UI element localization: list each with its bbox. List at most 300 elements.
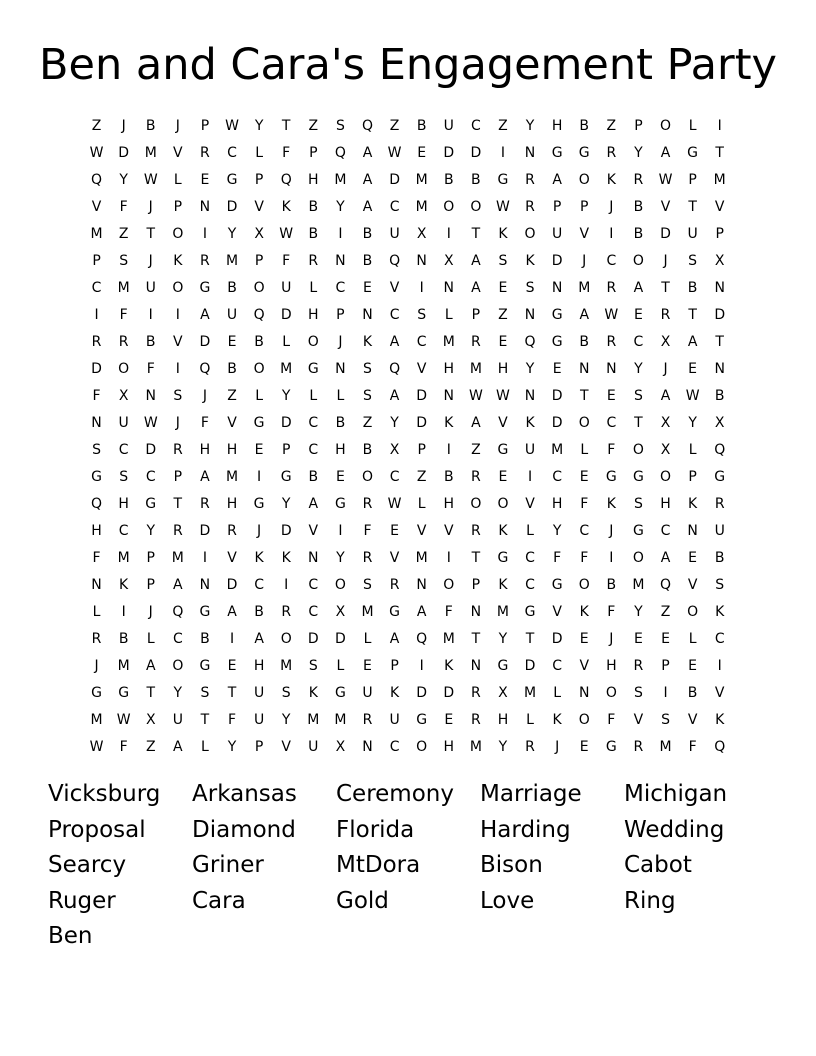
grid-letter: D	[118, 145, 130, 161]
grid-letter: T	[634, 415, 643, 431]
grid-letter: A	[308, 496, 319, 512]
grid-letter: R	[470, 712, 481, 728]
grid-letter: A	[552, 172, 562, 188]
grid-letter: N	[687, 523, 698, 539]
grid-letter: N	[714, 280, 725, 296]
grid-letter: K	[715, 604, 725, 620]
grid-letter: B	[200, 631, 210, 647]
grid-letter: N	[578, 361, 590, 377]
grid-letter: L	[553, 685, 562, 701]
grid-letter: G	[389, 604, 400, 620]
grid-letter: X	[389, 442, 400, 458]
grid-letter: H	[497, 361, 509, 377]
grid-letter: H	[308, 307, 319, 323]
grid-row	[83, 113, 733, 140]
grid-letter: R	[525, 199, 535, 215]
grid-letter: D	[660, 226, 671, 242]
grid-letter: G	[551, 577, 563, 593]
grid-letter: D	[416, 388, 428, 404]
grid-letter: B	[443, 469, 454, 485]
grid-letter: H	[606, 658, 617, 674]
grid-letter: E	[579, 739, 589, 755]
grid-letter: J	[582, 253, 587, 269]
grid-letter: R	[172, 442, 183, 458]
grid-letter: E	[688, 658, 698, 674]
grid-letter: V	[443, 523, 454, 539]
grid-letter: C	[91, 280, 102, 296]
grid-letter: A	[200, 469, 210, 485]
grid-letter: I	[257, 469, 262, 485]
grid-letter: X	[660, 415, 671, 431]
grid-letter: X	[498, 685, 508, 701]
grid-letter: E	[227, 334, 237, 350]
grid-letter: Q	[416, 631, 428, 647]
grid-letter: C	[606, 253, 617, 269]
grid-letter: M	[415, 550, 428, 566]
grid-letter: J	[121, 118, 126, 134]
grid-letter: I	[609, 550, 614, 566]
grid-letter: Z	[227, 388, 237, 404]
grid-letter: P	[688, 469, 697, 485]
grid-letter: A	[416, 604, 427, 620]
grid-letter: J	[202, 388, 207, 404]
grid-letter: H	[91, 523, 102, 539]
grid-letter: R	[660, 307, 671, 323]
grid-letter: Y	[525, 361, 535, 377]
grid-letter: I	[446, 550, 451, 566]
grid-letter: D	[389, 172, 400, 188]
grid-letter: O	[578, 415, 590, 431]
grid-row	[83, 545, 733, 572]
grid-letter: A	[173, 577, 183, 593]
grid-letter: N	[524, 145, 536, 161]
grid-letter: R	[227, 523, 237, 539]
grid-letter: T	[688, 307, 697, 323]
grid-letter: Y	[688, 415, 697, 431]
grid-letter: B	[687, 280, 698, 296]
grid-letter: L	[444, 307, 453, 323]
grid-letter: H	[443, 739, 455, 755]
grid-letter: K	[579, 604, 589, 620]
grid-letter: I	[202, 550, 207, 566]
grid-letter: V	[308, 523, 319, 539]
grid-letter: B	[714, 388, 725, 404]
grid-letter: G	[578, 145, 590, 161]
grid-letter: V	[173, 334, 183, 350]
grid-row	[83, 626, 733, 653]
grid-letter: C	[714, 631, 725, 647]
grid-letter: P	[173, 469, 183, 485]
grid-letter: Y	[281, 388, 291, 404]
grid-letter: Y	[227, 739, 237, 755]
grid-letter: B	[308, 199, 319, 215]
grid-letter: Z	[416, 469, 427, 485]
grid-letter: Q	[91, 496, 103, 512]
word-list-item: Griner	[192, 852, 264, 878]
grid-letter: Y	[552, 523, 562, 539]
grid-letter: U	[118, 415, 129, 431]
grid-letter: C	[172, 631, 183, 647]
grid-letter: R	[362, 496, 373, 512]
grid-letter: D	[280, 415, 292, 431]
grid-letter: V	[91, 199, 102, 215]
grid-letter: G	[145, 496, 157, 512]
word-list-item: Ruger	[48, 887, 116, 914]
word-list-item: Ben	[48, 923, 93, 949]
grid-row	[83, 248, 733, 275]
grid-letter: P	[92, 253, 101, 269]
grid-letter: H	[551, 496, 563, 512]
grid-letter: B	[362, 253, 373, 269]
grid-letter: X	[145, 712, 156, 728]
grid-letter: K	[281, 550, 291, 566]
word-list-item: Wedding	[624, 816, 725, 843]
grid-letter: N	[443, 388, 454, 404]
grid-letter: W	[658, 172, 673, 188]
grid-letter: M	[117, 658, 130, 674]
grid-letter: N	[199, 199, 211, 215]
grid-letter: P	[173, 199, 183, 215]
grid-letter: U	[145, 280, 156, 296]
grid-letter: Y	[498, 739, 508, 755]
grid-row	[83, 734, 733, 761]
grid-letter: R	[633, 739, 644, 755]
grid-letter: N	[335, 253, 346, 269]
grid-letter: D	[714, 307, 726, 323]
grid-letter: M	[225, 253, 239, 269]
grid-letter: H	[443, 496, 455, 512]
grid-letter: R	[633, 172, 644, 188]
grid-row	[83, 572, 733, 599]
grid-letter: C	[606, 415, 617, 431]
grid-letter: H	[226, 496, 238, 512]
grid-letter: C	[552, 469, 563, 485]
grid-letter: I	[338, 226, 343, 242]
grid-letter: P	[281, 442, 291, 458]
grid-letter: C	[254, 577, 264, 593]
grid-letter: Z	[606, 118, 617, 134]
word-list-item: Ceremony	[336, 781, 454, 807]
grid-letter: B	[606, 577, 617, 593]
grid-letter: R	[470, 334, 481, 350]
grid-letter: O	[660, 118, 672, 134]
grid-letter: S	[92, 442, 101, 458]
grid-letter: W	[685, 388, 700, 404]
grid-letter: G	[497, 550, 509, 566]
grid-letter: Y	[634, 604, 643, 620]
grid-letter: G	[280, 469, 292, 485]
grid-letter: D	[145, 442, 157, 458]
grid-letter: C	[308, 604, 319, 620]
grid-letter: C	[308, 577, 319, 593]
grid-letter: K	[281, 199, 291, 215]
grid-letter: L	[309, 280, 318, 296]
grid-letter: T	[715, 334, 724, 350]
grid-letter: C	[389, 739, 400, 755]
grid-letter: Q	[714, 442, 726, 458]
grid-letter: W	[496, 199, 510, 215]
grid-letter: B	[579, 334, 590, 350]
grid-letter: A	[389, 334, 400, 350]
grid-letter: G	[118, 685, 130, 701]
grid-letter: R	[172, 523, 183, 539]
grid-letter: L	[173, 172, 182, 188]
grid-row	[83, 599, 733, 626]
grid-letter: A	[471, 253, 481, 269]
grid-row	[83, 464, 733, 491]
grid-letter: M	[578, 280, 591, 296]
grid-letter: L	[255, 388, 264, 404]
grid-letter: O	[443, 199, 455, 215]
grid-letter: B	[443, 172, 454, 188]
grid-letter: T	[471, 226, 481, 242]
grid-letter: W	[387, 496, 402, 512]
grid-letter: A	[173, 739, 183, 755]
grid-letter: K	[525, 415, 535, 431]
grid-letter: A	[687, 334, 698, 350]
grid-letter: A	[200, 307, 210, 323]
grid-letter: I	[609, 226, 614, 242]
grid-letter: B	[471, 172, 481, 188]
grid-letter: M	[415, 172, 428, 188]
grid-letter: D	[416, 685, 428, 701]
grid-letter: B	[308, 226, 319, 242]
grid-letter: L	[282, 334, 291, 350]
grid-letter: O	[443, 577, 455, 593]
grid-letter: O	[118, 361, 130, 377]
grid-letter: S	[119, 469, 129, 485]
grid-letter: P	[146, 550, 155, 566]
grid-letter: V	[389, 280, 400, 296]
grid-row	[83, 518, 733, 545]
grid-letter: H	[199, 442, 211, 458]
grid-letter: T	[200, 712, 210, 728]
grid-letter: M	[225, 469, 239, 485]
grid-letter: J	[663, 253, 668, 269]
grid-letter: X	[118, 388, 129, 404]
grid-letter: W	[89, 145, 104, 161]
grid-letter: Q	[389, 361, 401, 377]
grid-letter: N	[714, 361, 725, 377]
grid-letter: W	[89, 739, 104, 755]
grid-letter: R	[525, 172, 535, 188]
grid-letter: K	[498, 226, 508, 242]
grid-letter: R	[606, 280, 617, 296]
grid-letter: H	[497, 712, 509, 728]
grid-letter: T	[661, 280, 670, 296]
word-list-item: Michigan	[624, 781, 728, 807]
grid-letter: M	[280, 658, 293, 674]
grid-letter: M	[442, 631, 455, 647]
grid-letter: T	[173, 496, 183, 512]
grid-letter: P	[417, 442, 426, 458]
grid-letter: J	[663, 361, 668, 377]
grid-letter: R	[633, 658, 644, 674]
grid-letter: I	[717, 118, 722, 134]
grid-letter: H	[253, 658, 265, 674]
grid-letter: V	[173, 145, 183, 161]
grid-letter: V	[525, 496, 535, 512]
grid-letter: D	[307, 631, 319, 647]
grid-letter: I	[446, 226, 451, 242]
grid-letter: B	[254, 334, 264, 350]
grid-letter: D	[335, 631, 346, 647]
grid-letter: N	[362, 739, 373, 755]
grid-letter: J	[148, 604, 153, 620]
grid-letter: V	[633, 712, 644, 728]
grid-letter: V	[498, 415, 508, 431]
grid-letter: M	[280, 361, 293, 377]
grid-row	[83, 437, 733, 464]
grid-letter: A	[389, 631, 400, 647]
word-list-item: Bison	[480, 852, 543, 878]
grid-letter: P	[200, 118, 210, 134]
grid-letter: B	[145, 118, 156, 134]
grid-letter: G	[497, 658, 509, 674]
grid-letter: B	[118, 631, 129, 647]
grid-letter: V	[416, 361, 427, 377]
grid-letter: M	[496, 604, 509, 620]
grid-letter: E	[633, 631, 643, 647]
grid-letter: P	[552, 199, 562, 215]
grid-letter: Q	[361, 118, 373, 134]
grid-letter: H	[118, 496, 129, 512]
grid-letter: P	[634, 118, 643, 134]
word-list-item: Love	[480, 887, 535, 914]
grid-letter: F	[607, 604, 616, 620]
grid-letter: X	[254, 226, 264, 242]
grid-letter: G	[605, 469, 617, 485]
grid-letter: B	[633, 199, 644, 215]
grid-letter: N	[578, 685, 590, 701]
grid-letter: C	[145, 469, 156, 485]
grid-letter: B	[227, 280, 237, 296]
grid-letter: K	[119, 577, 129, 593]
grid-letter: P	[309, 145, 318, 161]
grid-letter: U	[389, 712, 400, 728]
grid-letter: K	[552, 712, 562, 728]
grid-letter: O	[253, 280, 265, 296]
grid-letter: C	[552, 658, 563, 674]
grid-letter: M	[469, 739, 482, 755]
grid-letter: P	[580, 199, 589, 215]
grid-letter: E	[254, 442, 264, 458]
grid-letter: S	[119, 253, 129, 269]
word-list-item: Proposal	[48, 816, 146, 843]
grid-letter: E	[335, 469, 345, 485]
grid-letter: F	[119, 739, 128, 755]
grid-letter: G	[551, 334, 563, 350]
grid-letter: E	[417, 145, 427, 161]
grid-letter: D	[226, 577, 238, 593]
grid-letter: A	[471, 280, 481, 296]
grid-letter: S	[688, 253, 698, 269]
grid-letter: F	[146, 361, 155, 377]
grid-letter: T	[227, 685, 237, 701]
grid-letter: K	[715, 712, 725, 728]
word-list-item: Cara	[192, 887, 246, 914]
grid-letter: H	[308, 172, 319, 188]
grid-letter: L	[336, 658, 345, 674]
grid-letter: D	[280, 523, 292, 539]
grid-letter: C	[227, 145, 237, 161]
grid-letter: M	[171, 550, 184, 566]
word-list-item: Arkansas	[192, 781, 297, 807]
grid-letter: C	[335, 280, 346, 296]
grid-letter: R	[470, 685, 481, 701]
grid-letter: O	[361, 469, 373, 485]
grid-letter: H	[551, 118, 563, 134]
grid-letter: N	[362, 307, 373, 323]
grid-letter: E	[498, 334, 508, 350]
grid-letter: L	[580, 442, 589, 458]
grid-letter: A	[227, 604, 237, 620]
grid-letter: R	[606, 145, 617, 161]
grid-letter: A	[362, 172, 373, 188]
grid-letter: U	[281, 280, 292, 296]
grid-letter: I	[338, 523, 343, 539]
grid-letter: N	[551, 280, 563, 296]
word-list-item: Florida	[336, 816, 415, 843]
grid-letter: G	[199, 280, 211, 296]
grid-letter: B	[687, 685, 698, 701]
grid-letter: B	[254, 604, 264, 620]
grid-letter: C	[118, 442, 129, 458]
grid-letter: O	[470, 199, 482, 215]
grid-row	[83, 194, 733, 221]
grid-letter: V	[254, 199, 264, 215]
grid-letter: S	[281, 685, 291, 701]
grid-letter: U	[552, 226, 563, 242]
grid-row	[83, 302, 733, 329]
grid-letter: G	[199, 658, 211, 674]
grid-letter: L	[363, 631, 372, 647]
word-list-item: Diamond	[192, 816, 296, 843]
grid-letter: E	[390, 523, 399, 539]
grid-letter: I	[202, 226, 207, 242]
grid-letter: C	[389, 469, 400, 485]
grid-letter: O	[172, 658, 184, 674]
grid-row	[83, 356, 733, 383]
grid-letter: B	[416, 118, 427, 134]
grid-letter: N	[91, 577, 102, 593]
grid-letter: V	[227, 550, 237, 566]
word-list-item: Gold	[336, 887, 389, 914]
grid-row	[83, 275, 733, 302]
grid-letter: A	[145, 658, 156, 674]
grid-letter: M	[361, 604, 374, 620]
grid-letter: Y	[281, 496, 291, 512]
grid-letter: G	[524, 604, 536, 620]
grid-letter: G	[334, 685, 346, 701]
grid-letter: P	[715, 226, 724, 242]
grid-letter: U	[253, 712, 265, 728]
grid-letter: S	[715, 577, 725, 593]
grid-row	[83, 491, 733, 518]
grid-letter: G	[226, 172, 238, 188]
grid-letter: W	[116, 712, 131, 728]
grid-letter: V	[281, 739, 291, 755]
grid-letter: I	[148, 307, 153, 323]
grid-letter: I	[94, 307, 99, 323]
grid-letter: Y	[254, 118, 264, 134]
word-list-item: Searcy	[48, 852, 127, 878]
grid-letter: X	[714, 253, 725, 269]
grid-letter: N	[91, 415, 102, 431]
grid-row	[83, 653, 733, 680]
grid-letter: Y	[281, 712, 291, 728]
grid-row	[83, 383, 733, 410]
